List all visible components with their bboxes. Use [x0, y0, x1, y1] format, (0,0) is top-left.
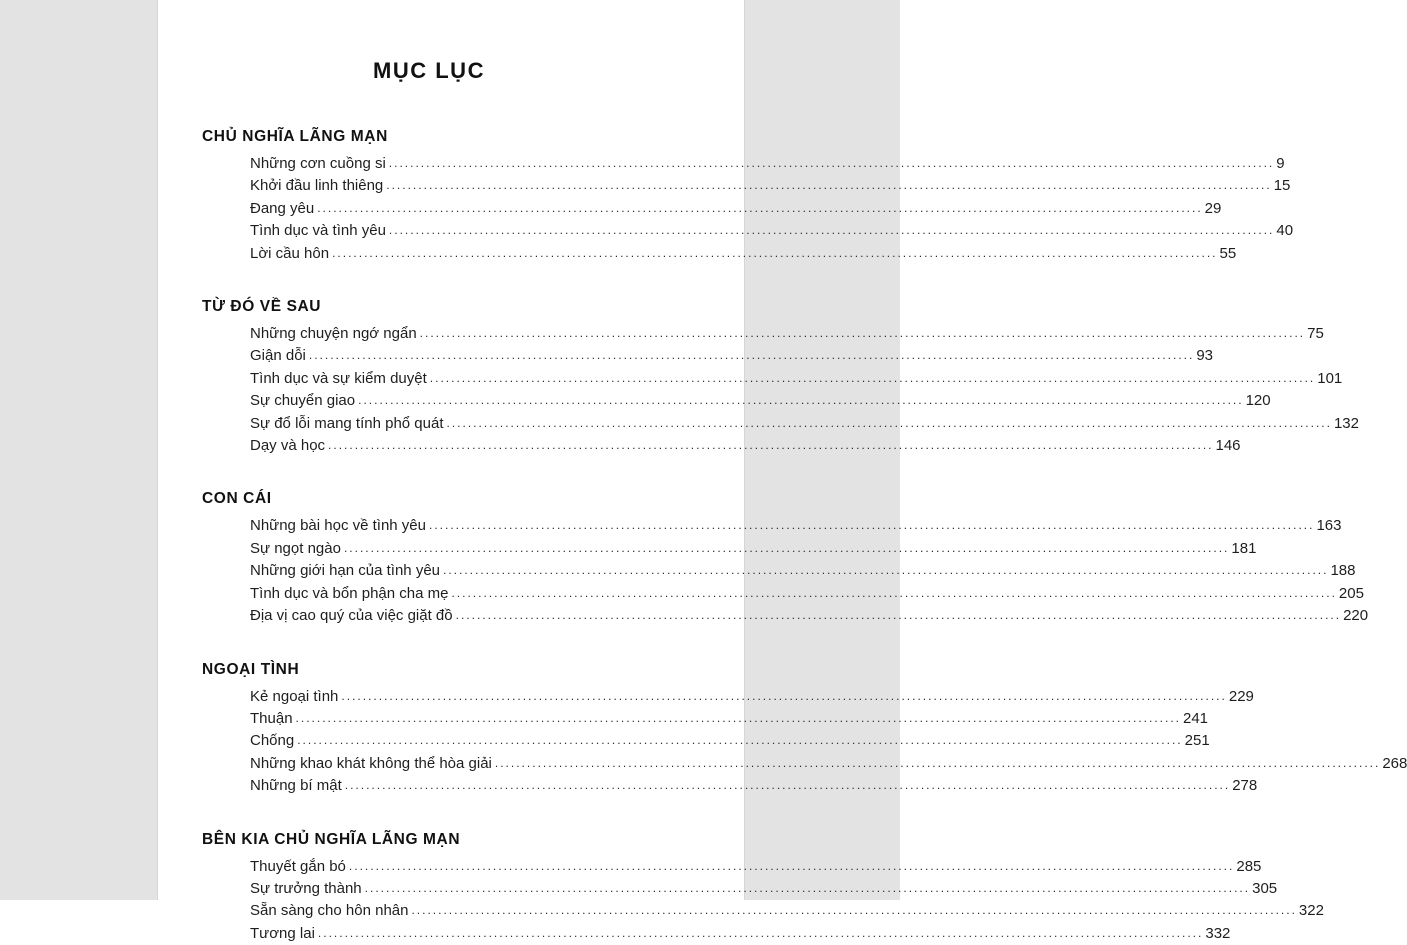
- dot-leader: [420, 322, 1305, 344]
- entry-page-number: 29: [1204, 199, 1222, 217]
- entry-page-number: 9: [1276, 155, 1285, 172]
- entry-page-number: 285: [1236, 857, 1262, 875]
- entry-page-number: 278: [1232, 777, 1258, 795]
- dot-leader: [443, 559, 1328, 581]
- dot-leader: [411, 899, 1296, 921]
- dot-leader: [332, 242, 1217, 264]
- toc-entry: [202, 605, 1369, 627]
- entry-label: Những khao khát không thể hòa giải: [250, 754, 492, 772]
- entry-page-number: 181: [1231, 539, 1257, 557]
- section-heading: BÊN KIA CHỦ NGHĨA LÃNG MẠN: [202, 830, 461, 848]
- entry-label: Những bài học về tình yêu: [250, 517, 426, 535]
- dot-leader: [328, 434, 1213, 456]
- dot-leader: [386, 174, 1271, 196]
- toc-section: [202, 298, 1359, 457]
- entry-page-number: 205: [1338, 584, 1364, 602]
- toc-entry: [202, 220, 1294, 242]
- entry-page-number: 146: [1215, 437, 1241, 455]
- entry-page-number: 40: [1276, 222, 1294, 240]
- toc-entry: [202, 538, 1257, 560]
- toc-entry: [202, 730, 1210, 752]
- dot-leader: [344, 537, 1229, 559]
- entry-label: Những cơn cuồng si: [250, 155, 386, 172]
- dot-leader: [429, 514, 1314, 536]
- toc-entry: [202, 560, 1356, 582]
- entry-label: Những bí mật: [250, 777, 342, 795]
- section-heading: CHỦ NGHĨA LÃNG MẠN: [202, 128, 388, 145]
- entry-page-number: 220: [1343, 607, 1369, 625]
- toc-entry: [202, 515, 1342, 537]
- entry-page-number: 268: [1382, 754, 1407, 772]
- toc-section: [202, 490, 1369, 627]
- entry-label: Tình dục và tình yêu: [250, 222, 386, 240]
- entry-label: Thuận: [250, 709, 293, 727]
- dot-leader: [430, 367, 1315, 389]
- dot-leader: [365, 877, 1250, 899]
- entry-page-number: 93: [1196, 347, 1214, 365]
- entry-page-number: 241: [1183, 709, 1209, 727]
- entry-page-number: 55: [1219, 244, 1237, 262]
- dot-leader: [297, 729, 1182, 751]
- entry-label: Chống: [250, 732, 295, 750]
- page-title: MỤC LỤC: [373, 58, 485, 83]
- toc-entry: [202, 708, 1209, 730]
- dot-leader: [309, 344, 1194, 366]
- entry-label: Tình dục và sự kiểm duyệt: [250, 369, 427, 387]
- dot-leader: [341, 685, 1226, 707]
- toc-entry: [202, 153, 1285, 175]
- entry-label: Những chuyện ngớ ngẩn: [250, 325, 417, 343]
- entry-label: Giận dỗi: [250, 347, 306, 365]
- dot-leader: [447, 412, 1332, 434]
- entry-label: Tình dục và bổn phận cha mẹ: [250, 584, 449, 602]
- dot-leader: [451, 582, 1336, 604]
- dot-leader: [317, 197, 1202, 219]
- entry-page-number: 101: [1317, 369, 1343, 387]
- entry-page-number: 15: [1273, 177, 1291, 195]
- toc-entry: [202, 900, 1324, 922]
- toc-section: [202, 830, 1324, 945]
- entry-page-number: 132: [1333, 414, 1359, 432]
- dot-leader: [318, 922, 1203, 944]
- toc: [202, 128, 1407, 945]
- toc-entry: [202, 878, 1278, 900]
- toc-entry: [202, 413, 1359, 435]
- entry-page-number: 163: [1316, 517, 1342, 535]
- section-heading: NGOẠI TÌNH: [202, 660, 300, 678]
- entry-page-number: 332: [1205, 924, 1231, 942]
- section-heading: CON CÁI: [202, 490, 272, 508]
- toc-entry: [202, 775, 1258, 797]
- scan-background-left: [0, 0, 158, 900]
- dot-leader: [358, 389, 1243, 411]
- toc-entry: [202, 686, 1254, 708]
- toc-section: [202, 128, 1294, 265]
- toc-entry: [202, 856, 1262, 878]
- entry-page-number: 75: [1307, 325, 1324, 343]
- entry-label: Sự chuyển giao: [250, 392, 356, 410]
- entry-label: Kẻ ngoại tình: [250, 687, 339, 705]
- toc-section: [202, 660, 1407, 798]
- toc-entry: [202, 923, 1231, 945]
- entry-page-number: 229: [1228, 687, 1254, 705]
- toc-entry: [202, 198, 1222, 220]
- entry-label: Khởi đầu linh thiêng: [250, 177, 384, 195]
- toc-entry: [202, 345, 1214, 367]
- entry-label: Sẵn sàng cho hôn nhân: [250, 902, 409, 920]
- entry-label: Những giới hạn của tình yêu: [250, 562, 440, 580]
- dot-leader: [389, 152, 1274, 174]
- entry-page-number: 251: [1184, 732, 1210, 750]
- entry-label: Địa vị cao quý của việc giặt đồ: [250, 607, 453, 625]
- toc-entry: [202, 583, 1364, 605]
- toc-entry: [202, 243, 1237, 265]
- entry-label: Dạy và học: [250, 437, 326, 455]
- dot-leader: [495, 752, 1380, 774]
- entry-page-number: 188: [1330, 562, 1356, 580]
- toc-entry: [202, 323, 1324, 345]
- entry-page-number: 305: [1252, 879, 1278, 897]
- entry-label: Đang yêu: [250, 199, 315, 217]
- toc-entry: [202, 435, 1241, 457]
- entry-label: Sự ngọt ngào: [250, 539, 341, 557]
- dot-leader: [345, 774, 1230, 796]
- entry-label: Lời cầu hôn: [250, 244, 330, 262]
- dot-leader: [456, 604, 1341, 626]
- entry-label: Tương lai: [250, 924, 315, 942]
- toc-entry: [202, 753, 1407, 775]
- entry-page-number: 120: [1245, 392, 1271, 410]
- toc-entry: [202, 390, 1271, 412]
- entry-label: Sự trưởng thành: [250, 879, 362, 897]
- book-page: [158, 0, 1407, 942]
- entry-label: Thuyết gắn bó: [250, 857, 346, 875]
- dot-leader: [349, 855, 1234, 877]
- toc-entry: [202, 175, 1291, 197]
- toc-entry: [202, 368, 1343, 390]
- section-heading: TỪ ĐÓ VỀ SAU: [202, 298, 322, 316]
- dot-leader: [389, 219, 1274, 241]
- dot-leader: [296, 707, 1181, 729]
- entry-page-number: 322: [1298, 902, 1324, 920]
- entry-label: Sự đổ lỗi mang tính phổ quát: [250, 414, 444, 432]
